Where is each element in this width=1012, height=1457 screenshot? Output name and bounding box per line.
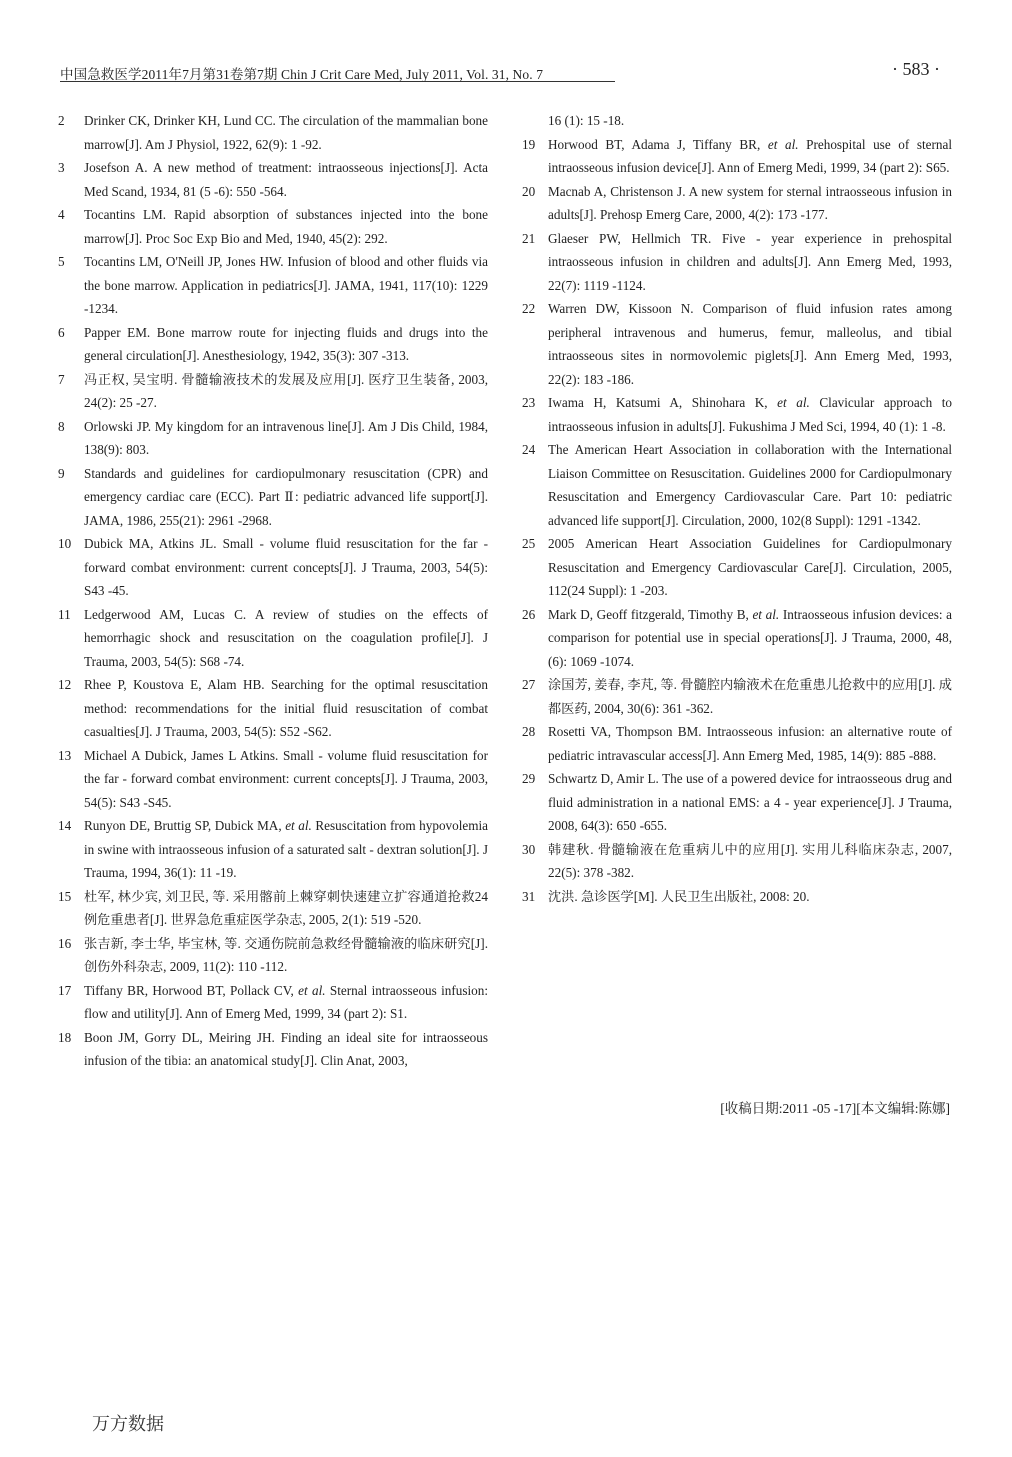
reference-text	[548, 133, 952, 180]
reference-number: 31	[522, 888, 536, 904]
reference-text: Dubick MA, Atkins JL. Small - volume fluid resuscitation for the far - forward combat environment: current concepts[J]. J Trauma, 2003, 54(5): S43 -45.	[84, 536, 488, 598]
reference-text: Macnab A, Christenson J. A new system for sternal intraosseous infusion in adults[J]. Prehosp Emerg Care, 2000, 4(2): 173 -177.	[548, 183, 952, 222]
reference-text: 张吉新, 李士华, 毕宝林, 等. 交通伤院前急救经骨髓输液的临床研究[J]. 创伤外科杂志, 2009, 11(2): 110 -112.	[84, 935, 488, 974]
reference-number: 30	[522, 841, 536, 857]
reference-item	[58, 156, 488, 203]
reference-number: 7	[58, 371, 65, 387]
running-header	[60, 61, 950, 83]
reference-number: 5	[58, 254, 65, 269]
reference-text: Tocantins LM, O'Neill JP, Jones HW. Infusion of blood and other fluids via the bone marrow. Application in pediatrics[J]. JAMA, 1941, 117(10): 1229 -1234.	[84, 254, 488, 316]
reference-continuation-text: 16 (1): 15 -18.	[548, 113, 625, 128]
reference-item	[522, 133, 952, 180]
reference-title-source: Resuscitation from hypovolemia in swine with intraosseous infusion of a saturated salt - dextran solution[J]. J Trauma, 1994, 36(1): 11 -19.	[84, 818, 489, 880]
reference-authors: Mark D, Geoff fitzgerald, Timothy B,	[548, 606, 749, 622]
reference-item	[58, 532, 488, 603]
reference-number: 4	[58, 207, 65, 222]
reference-text: Rhee P, Koustova E, Alam HB. Searching for the optimal resuscitation method: recommendations for the initial fluid resuscitation of combat casualties[J]. J Trauma, 2003, 54(5): S52 -S62.	[84, 677, 488, 739]
reference-number: 6	[58, 324, 65, 340]
reference-title-source: Prehospital use of sternal intraosseous infusion device[J]. Ann of Emerg Medi, 1999, 34 (part 2): S65.	[548, 136, 953, 175]
reference-text: Ledgerwood AM, Lucas C. A review of studies on the effects of hemorrhagic shock and resuscitation on the coagulation profile[J]. J Trauma, 2003, 54(5): S68 -74.	[84, 606, 488, 669]
reference-item	[522, 603, 952, 674]
reference-number: 18	[58, 1029, 72, 1045]
reference-title-source: Intraosseous infusion devices: a comparison for potential use in special operations[J]. J Trauma, 2000, 48, (6): 1069 -1074.	[548, 606, 953, 669]
reference-title-source: Sternal intraosseous infusion: flow and utility[J]. Ann of Emerg Med, 1999, 34 (part 2): S1.	[84, 982, 488, 1021]
reference-item	[522, 720, 952, 767]
reference-text: Orlowski JP. My kingdom for an intravenous line[J]. Am J Dis Child, 1984, 138(9): 803.	[84, 418, 488, 457]
reference-continuation	[522, 109, 952, 133]
reference-number: 8	[58, 418, 65, 434]
reference-et-al: et al.	[777, 395, 810, 410]
reference-text: Josefson A. A new method of treatment: intraosseous injections[J]. Acta Med Scand, 1934, 81 (5 -6): 550 -564.	[84, 160, 488, 199]
reference-text: Warren DW, Kissoon N. Comparison of fluid infusion rates among peripheral intravenous and humerus, femur, malleolus, and tibial intraosseous sites in normovolemic piglets[J]. Ann Emerg Med, 1993, 22(2): 183 -186.	[548, 301, 952, 387]
reference-authors: Tiffany BR, Horwood BT, Pollack CV,	[84, 982, 294, 998]
reference-number: 2	[58, 113, 65, 128]
reference-item	[58, 673, 488, 744]
reference-text: 沈洪. 急诊医学[M]. 人民卫生出版社, 2008: 20.	[548, 888, 810, 904]
reference-item	[58, 885, 488, 932]
reference-item	[58, 368, 488, 415]
reference-item	[522, 227, 952, 298]
reference-text: Glaeser PW, Hellmich TR. Five - year experience in prehospital intraosseous infusion in children and adults[J]. Ann Emerg Med, 1993, 22(7): 1119 -1124.	[548, 230, 952, 293]
reference-item	[522, 297, 952, 391]
reference-text	[84, 979, 488, 1026]
reference-item	[522, 885, 952, 909]
reference-text: Schwartz D, Amir L. The use of a powered device for intraosseous drug and fluid administration in a national EMS: a 4 - year experience[J]. J Trauma, 2008, 64(3): 650 -655.	[548, 771, 952, 833]
reference-text: Papper EM. Bone marrow route for injecting fluids and drugs into the general circulation[J]. Anesthesiology, 1942, 35(3): 307 -313.	[84, 324, 488, 363]
reference-text: 杜军, 林少宾, 刘卫民, 等. 采用髂前上棘穿刺快速建立扩容通道抢救24例危重患者[J]. 世界急危重症医学杂志, 2005, 2(1): 519 -520.	[84, 888, 488, 927]
reference-item	[58, 932, 488, 979]
reference-item	[58, 1026, 488, 1073]
reference-item	[58, 321, 488, 368]
reference-item	[522, 532, 952, 603]
reference-title-source: Clavicular approach to intraosseous infusion in adults[J]. Fukushima J Med Sci, 1994, 40 (1): 1 -8.	[548, 395, 952, 434]
reference-number: 20	[522, 183, 536, 199]
reference-number: 16	[58, 935, 72, 951]
reference-item	[58, 415, 488, 462]
reference-number: 23	[522, 395, 536, 410]
reference-item	[522, 767, 952, 838]
header-underline	[60, 81, 615, 82]
reference-number: 21	[522, 230, 536, 246]
reference-authors: Runyon DE, Bruttig SP, Dubick MA,	[84, 818, 282, 833]
reference-item	[58, 250, 488, 321]
references-right-column	[522, 109, 952, 908]
reference-text: Rosetti VA, Thompson BM. Intraosseous infusion: an alternative route of pediatric intravascular access[J]. Ann Emerg Med, 1985, 14(9): 885 -888.	[548, 724, 952, 763]
reference-number: 9	[58, 465, 65, 481]
reference-text: Michael A Dubick, James L Atkins. Small - volume fluid resuscitation for the far - forward combat environment: current concepts[J]. J Trauma, 2003, 54(5): S43 -S45.	[84, 747, 488, 810]
reference-et-al: et al.	[752, 606, 780, 622]
page-number: · 583 ·	[892, 59, 940, 79]
reference-text: 韩建秋. 骨髓输液在危重病儿中的应用[J]. 实用儿科临床杂志, 2007, 22(5): 378 -382.	[548, 841, 952, 880]
reference-item	[522, 673, 952, 720]
reference-text: Tocantins LM. Rapid absorption of substances injected into the bone marrow[J]. Proc Soc Exp Bio and Med, 1940, 45(2): 292.	[84, 207, 488, 246]
reference-text	[548, 603, 952, 674]
reference-et-al: et al.	[767, 136, 799, 152]
reference-text: 冯正权, 吴宝明. 骨髓输液技术的发展及应用[J]. 医疗卫生装备, 2003, 24(2): 25 -27.	[84, 371, 488, 410]
reference-text	[84, 814, 488, 885]
journal-citation-line: 中国急救医学2011年7月第31卷第7期 Chin J Crit Care Med, July 2011, Vol. 31, No. 7	[60, 67, 544, 82]
reference-text	[548, 391, 952, 438]
reference-number: 3	[58, 160, 65, 175]
reference-item	[58, 462, 488, 533]
reference-number: 22	[522, 301, 536, 316]
reference-item	[58, 603, 488, 674]
reference-text: 涂国芳, 姜春, 李芃, 等. 骨髓腔内输液术在危重患儿抢救中的应用[J]. 成都医药, 2004, 30(6): 361 -362.	[548, 677, 952, 716]
reference-number: 26	[522, 606, 536, 622]
reference-number: 13	[58, 747, 72, 763]
reference-number: 11	[58, 606, 71, 622]
reference-et-al: et al.	[298, 982, 326, 998]
reference-number: 12	[58, 677, 72, 692]
reference-text: Standards and guidelines for cardiopulmonary resuscitation (CPR) and emergency cardiac care (ECC). Part Ⅱ: pediatric advanced life support[J]. JAMA, 1986, 255(21): 2961 -2968.	[84, 465, 488, 528]
reference-text: 2005 American Heart Association Guidelines for Cardiopulmonary Resuscitation and Emergency Cardiovascular Care[J]. Circulation, 2005, 112(24 Suppl): 1 -203.	[548, 536, 952, 598]
reference-number: 24	[522, 442, 536, 457]
reference-number: 29	[522, 771, 536, 786]
reference-et-al: et al.	[285, 818, 312, 833]
reference-authors: Iwama H, Katsumi A, Shinohara K,	[548, 395, 768, 410]
reference-item	[522, 180, 952, 227]
reference-text: The American Heart Association in collaboration with the International Liaison Committee on Resuscitation. Guidelines 2000 for Cardiopulmonary Resuscitation and Emergency Cardiovascular Care. Part 10: pediatric advanced life support[J]. Circulation, 2000, 102(8 Suppl): 1291 -1342.	[548, 442, 952, 528]
reference-number: 19	[522, 136, 536, 152]
wanfang-watermark: 万方数据	[92, 1414, 164, 1435]
reference-item	[522, 391, 952, 438]
reference-item	[58, 814, 488, 885]
reference-text: Boon JM, Gorry DL, Meiring JH. Finding an ideal site for intraosseous infusion of the tibia: an anatomical study[J]. Clin Anat, 2003,	[84, 1029, 488, 1068]
reference-number: 17	[58, 982, 72, 998]
received-date-editor: [收稿日期:2011 -05 -17][本文编辑:陈娜]	[720, 1101, 950, 1116]
reference-item	[58, 744, 488, 815]
reference-item	[58, 979, 488, 1026]
reference-number: 15	[58, 888, 72, 904]
reference-number: 10	[58, 536, 72, 551]
reference-number: 27	[522, 677, 536, 692]
reference-number: 28	[522, 724, 536, 739]
reference-item	[58, 109, 488, 156]
reference-authors: Horwood BT, Adama J, Tiffany BR,	[548, 136, 761, 152]
reference-number: 14	[58, 818, 72, 833]
reference-item	[58, 203, 488, 250]
reference-number: 25	[522, 536, 536, 551]
reference-item	[522, 438, 952, 532]
references-left-column	[58, 109, 488, 1073]
reference-item	[522, 838, 952, 885]
reference-text: Drinker CK, Drinker KH, Lund CC. The circulation of the mammalian bone marrow[J]. Am J Physiol, 1922, 62(9): 1 -92.	[84, 113, 488, 152]
